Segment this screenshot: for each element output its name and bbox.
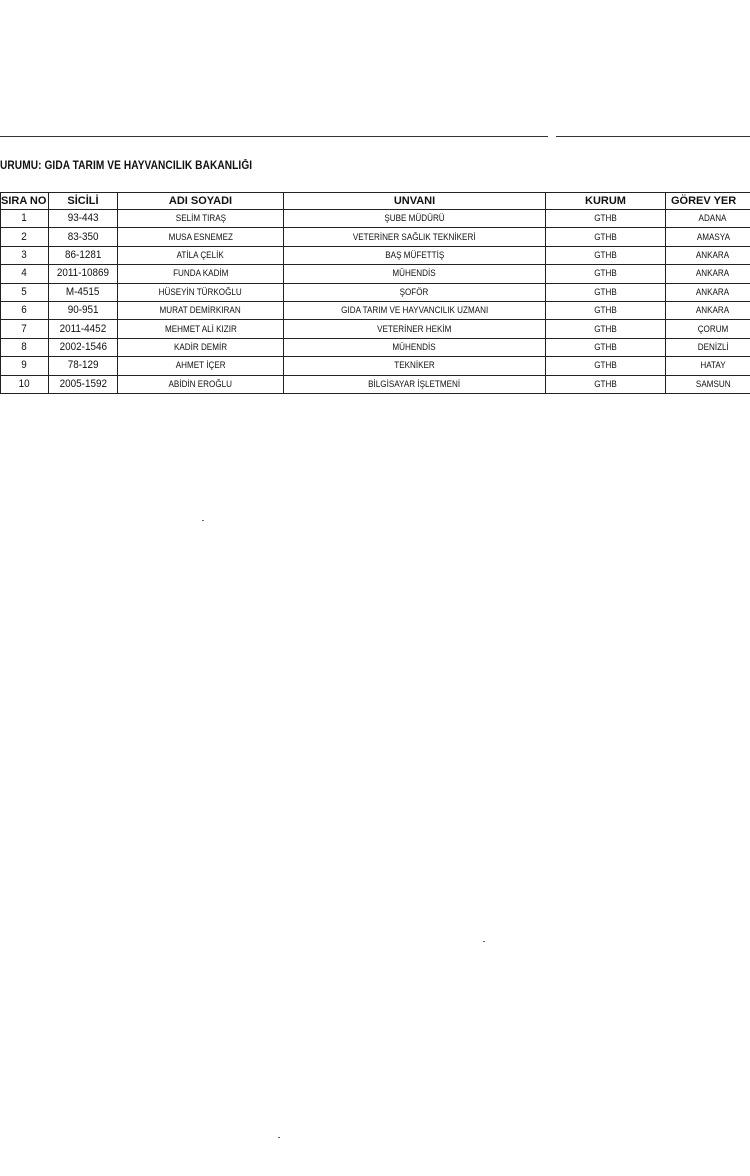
cell-kurum-text: GTHB [594, 341, 617, 352]
cell-unvani [284, 320, 546, 338]
cell-sicili [49, 301, 118, 319]
cell-gorev-yeri [666, 357, 750, 375]
cell-adi-soyadi-text: SELİM TIRAŞ [175, 213, 226, 224]
scan-speck [202, 520, 204, 521]
table-row [1, 210, 750, 228]
cell-sira-no [1, 375, 49, 393]
cell-unvani [284, 375, 546, 393]
cell-gorev-yeri-text: ANKARA [696, 249, 730, 260]
cell-unvani-text: MÜHENDİS [392, 268, 437, 279]
cell-adi-soyadi [118, 320, 284, 338]
table-row [1, 320, 750, 338]
cell-sira-no [1, 210, 49, 228]
cell-sicili [49, 375, 118, 393]
scan-speck [278, 1137, 280, 1138]
cell-adi-soyadi [118, 375, 284, 393]
header-sicili: SİCİLİ [49, 193, 118, 210]
cell-sicili-text: 2005-1592 [59, 377, 107, 390]
cell-gorev-yeri-text: DENİZLİ [697, 341, 729, 352]
cell-adi-soyadi [118, 246, 284, 264]
header-adi-soyadi: ADI SOYADI [118, 193, 284, 210]
cell-adi-soyadi-text: MUSA ESNEMEZ [168, 231, 233, 242]
cell-gorev-yeri [666, 210, 750, 228]
cell-sicili [49, 283, 118, 301]
cell-kurum-text: GTHB [594, 360, 617, 371]
cell-sicili [49, 320, 118, 338]
cell-unvani [284, 228, 546, 246]
cell-gorev-yeri-text: HATAY [700, 360, 726, 371]
cell-adi-soyadi-text: HÜSEYİN TÜRKOĞLU [158, 286, 243, 297]
cell-sicili-text: M-4515 [66, 285, 100, 298]
table-row [1, 283, 750, 301]
cell-sira-no [1, 357, 49, 375]
cell-gorev-yeri-text: ADANA [699, 213, 727, 224]
cell-sicili-text: 78-129 [67, 359, 99, 372]
cell-sicili-text: 86-1281 [64, 248, 102, 261]
table-row [1, 228, 750, 246]
cell-unvani [284, 265, 546, 283]
cell-kurum [546, 210, 666, 228]
cell-gorev-yeri [666, 338, 750, 356]
cell-adi-soyadi [118, 228, 284, 246]
table-row [1, 357, 750, 375]
cell-sicili [49, 210, 118, 228]
cell-sicili-text: 90-951 [67, 304, 99, 317]
cell-kurum [546, 228, 666, 246]
cell-gorev-yeri-text: ANKARA [696, 268, 730, 279]
cell-sicili-text: 2011-4452 [59, 322, 107, 335]
cell-kurum-text: GTHB [594, 213, 617, 224]
cell-sicili-text: 93-443 [67, 212, 99, 225]
header-unvani: UNVANI [284, 193, 546, 210]
table-row [1, 301, 750, 319]
cell-sira-no-text: 9 [21, 359, 28, 372]
cell-kurum [546, 265, 666, 283]
cell-sira-no [1, 301, 49, 319]
personnel-table [0, 192, 750, 394]
cell-sira-no [1, 338, 49, 356]
cell-gorev-yeri-text: ÇORUM [697, 323, 729, 334]
cell-sira-no-text: 3 [21, 248, 28, 261]
cell-sira-no-text: 10 [18, 377, 31, 390]
table-row [1, 375, 750, 393]
cell-gorev-yeri [666, 283, 750, 301]
cell-sira-no-text: 1 [21, 212, 28, 225]
cell-gorev-yeri [666, 301, 750, 319]
cell-sira-no-text: 4 [21, 267, 28, 280]
cell-kurum [546, 375, 666, 393]
cell-adi-soyadi-text: AHMET İÇER [175, 360, 226, 371]
cell-adi-soyadi [118, 210, 284, 228]
cell-gorev-yeri [666, 375, 750, 393]
cell-adi-soyadi [118, 357, 284, 375]
cell-adi-soyadi [118, 301, 284, 319]
cell-gorev-yeri-text: AMASYA [696, 231, 730, 242]
top-rule [0, 136, 750, 137]
table-row [1, 265, 750, 283]
cell-adi-soyadi [118, 338, 284, 356]
header-kurum: KURUM [546, 193, 666, 210]
cell-kurum [546, 320, 666, 338]
cell-kurum [546, 357, 666, 375]
cell-kurum-text: GTHB [594, 268, 617, 279]
cell-sira-no-text: 7 [21, 322, 28, 335]
cell-gorev-yeri-text: ANKARA [696, 305, 730, 316]
cell-sicili [49, 338, 118, 356]
cell-unvani [284, 283, 546, 301]
cell-unvani-text: BİLGİSAYAR İŞLETMENİ [368, 378, 461, 389]
cell-sicili-text: 83-350 [67, 230, 99, 243]
cell-unvani [284, 246, 546, 264]
cell-adi-soyadi-text: MEHMET ALİ KIZIR [164, 323, 237, 334]
header-gorev-yeri: GÖREV YER [666, 193, 750, 210]
cell-sicili [49, 228, 118, 246]
cell-sicili-text: 2002-1546 [59, 340, 107, 353]
cell-sira-no-text: 8 [21, 340, 28, 353]
cell-adi-soyadi-text: KADİR DEMİR [173, 341, 228, 352]
cell-unvani-text: BAŞ MÜFETTİŞ [385, 249, 444, 260]
cell-adi-soyadi [118, 283, 284, 301]
cell-adi-soyadi-text: MURAT DEMİRKIRAN [159, 305, 242, 316]
cell-sicili [49, 265, 118, 283]
cell-unvani-text: VETERİNER HEKİM [377, 323, 452, 334]
table-row [1, 338, 750, 356]
cell-kurum [546, 283, 666, 301]
cell-unvani [284, 301, 546, 319]
cell-sicili [49, 246, 118, 264]
cell-kurum-text: GTHB [594, 378, 617, 389]
cell-kurum [546, 301, 666, 319]
table-body [1, 210, 750, 394]
cell-gorev-yeri [666, 246, 750, 264]
org-title: URUMU: GIDA TARIM VE HAYVANCILIK BAKANLIĞI [0, 160, 253, 172]
cell-kurum-text: GTHB [594, 323, 617, 334]
table-header-row [1, 193, 750, 210]
cell-adi-soyadi-text: FUNDA KADİM [172, 268, 229, 279]
cell-kurum-text: GTHB [594, 249, 617, 260]
cell-unvani-text: MÜHENDİS [392, 341, 437, 352]
table-row [1, 246, 750, 264]
cell-sira-no [1, 265, 49, 283]
cell-sira-no [1, 246, 49, 264]
cell-kurum [546, 338, 666, 356]
cell-gorev-yeri [666, 320, 750, 338]
cell-sira-no [1, 283, 49, 301]
scan-speck [483, 941, 485, 942]
cell-gorev-yeri-text: ANKARA [696, 286, 730, 297]
cell-unvani-text: ŞOFÖR [400, 286, 429, 297]
cell-sira-no-text: 6 [21, 304, 28, 317]
cell-sira-no [1, 320, 49, 338]
header-sira-no: SIRA NO [1, 193, 49, 210]
cell-kurum-text: GTHB [594, 286, 617, 297]
cell-unvani-text: GIDA TARIM VE HAYVANCILIK UZMANI [340, 305, 489, 316]
cell-unvani-text: ŞUBE MÜDÜRÜ [384, 213, 445, 224]
cell-adi-soyadi [118, 265, 284, 283]
cell-unvani [284, 210, 546, 228]
cell-adi-soyadi-text: ABİDİN EROĞLU [168, 378, 233, 389]
cell-unvani [284, 357, 546, 375]
cell-sira-no [1, 228, 49, 246]
cell-gorev-yeri [666, 228, 750, 246]
cell-kurum [546, 246, 666, 264]
cell-unvani [284, 338, 546, 356]
cell-sira-no-text: 5 [21, 285, 28, 298]
cell-gorev-yeri [666, 265, 750, 283]
cell-adi-soyadi-text: ATİLA ÇELİK [176, 249, 225, 260]
cell-kurum-text: GTHB [594, 231, 617, 242]
cell-sicili-text: 2011-10869 [56, 267, 110, 280]
cell-gorev-yeri-text: SAMSUN [695, 378, 731, 389]
cell-sicili [49, 357, 118, 375]
cell-unvani-text: TEKNİKER [394, 360, 435, 371]
cell-kurum-text: GTHB [594, 305, 617, 316]
cell-unvani-text: VETERİNER SAĞLIK TEKNİKERİ [353, 231, 476, 242]
cell-sira-no-text: 2 [21, 230, 28, 243]
